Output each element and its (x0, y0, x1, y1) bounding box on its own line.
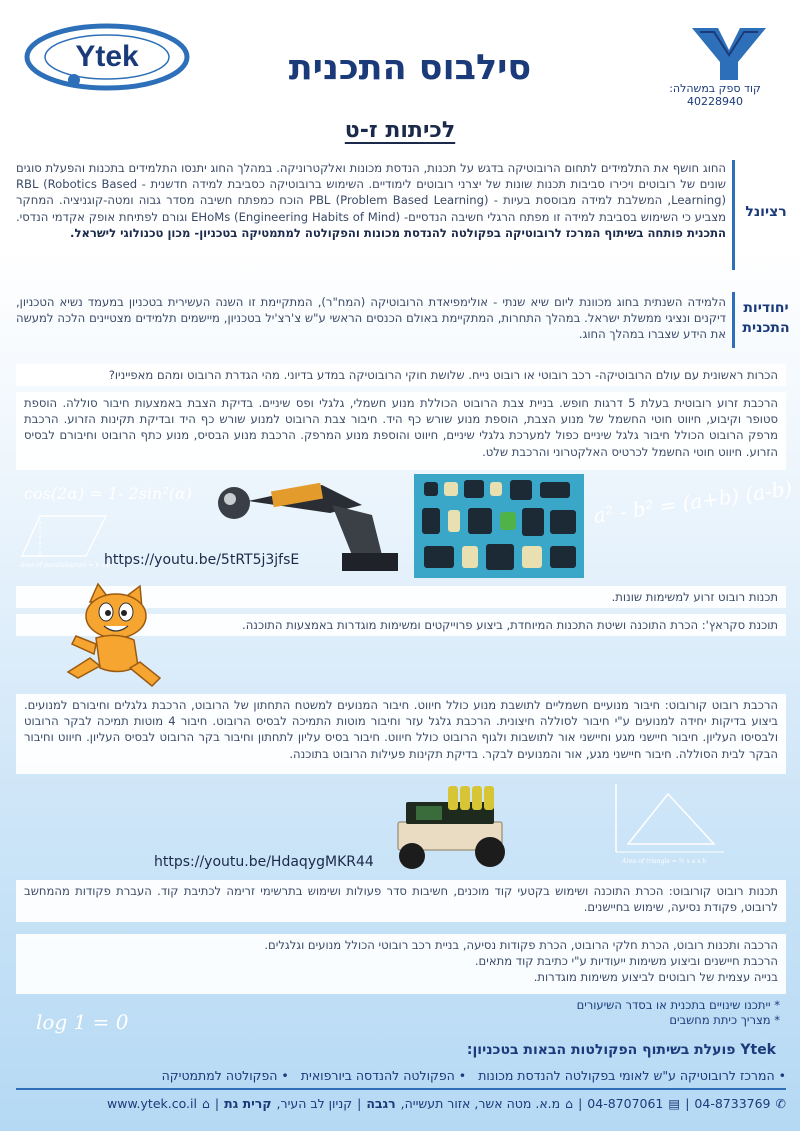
partner-item: • הפקולטה למתמטיקה (161, 1068, 289, 1083)
phone-number[interactable]: 04-8733769 (694, 1096, 771, 1111)
partners-title: Ytek פועלת בשיתוף הפקולטות הבאות בטכניון: (466, 1042, 776, 1058)
uniqueness-text: הלמידה השנתית בחוג מכוונת ליום שיא שנתי - אולימפיאדת הרובוטיקה (המח"ר), המתקיימת זו השנה העשירית בטכניון במעמד נשיא הטכניון, דיקנים ונציגי ממשלת ישראל. במהלך התחרות, המתקיימת באולם הכנסים הראשי ע"ש צ'רצ'יל בטכניון, מיישמים תלמידים מצטיינים הלכה למעשה את הידע שצברו במהלך החוג. (16, 295, 726, 342)
triangle-drawing (606, 784, 730, 860)
difference-of-squares-formula: a² - b² = (a+b) (a-b) (592, 476, 794, 528)
location-icon: ⌂ (565, 1096, 574, 1111)
page-title: סילבוס התכנית (288, 48, 532, 88)
rationale-label: רציונל (745, 204, 787, 220)
ytek-logo (24, 22, 190, 92)
contact-footer: ✆ 04-8733769 | ▤ 04-8707061 | ⌂ מ.א. מטה אשר, אזור תעשייה, רגבה | קניון לב העיר, קרית גת | ⌂ www.ytek.co.il (107, 1096, 786, 1111)
partner-item: • המרכז לרובוטיקה ע"ש לאומי בפקולטה להנדסת מכונות (478, 1068, 786, 1083)
korobot-video-link[interactable]: https://youtu.be/HdaqygMKR44 (154, 854, 374, 870)
fax-number: 04-8707061 (587, 1096, 664, 1111)
korobot-programming-text: תכנות רובוט קורובוט: הכרת התוכנה ושימוש בקטעי קוד מוכנים, חשיבות סדר פעולות ושימוש בתרשימי זרימה לכתיבת קוד. העברת פקודות מהמחשב לרובוט, פקודת נסיעה, שימוש בחיישנים. (24, 884, 778, 915)
arm-assembly-box (16, 392, 786, 470)
footer-divider (16, 1088, 786, 1090)
divider-line (732, 292, 735, 348)
supplier-code: קוד ספק במשהלה: 40228940 (669, 82, 761, 108)
summary-line: הרכבה ותכנות רובוט, הכרת חלקי הרובוט, הכרת פקודות נסיעה, בניית רכב רובוטי הכולל מנועים וגלגלים. (264, 938, 778, 952)
svg-text:Ytek: Ytek (75, 40, 139, 73)
branch-text: קניון לב העיר, (276, 1096, 353, 1111)
parallelogram-caption: Area of parallelogram = b x h (20, 562, 111, 569)
scratch-text: תוכנת סקראץ': הכרת התוכנה ושיטת התכנות המיוחדת, ביצוע פרוייקטים ומשימות מוגדרות באמצעות התוכנה. (242, 618, 778, 632)
korobot-programming-box (16, 880, 786, 922)
address-text: מ.א. מטה אשר, אזור תעשייה, (400, 1096, 561, 1111)
trig-formula: cos(2α) = 1- 2sin²(α) (24, 484, 193, 503)
home-icon: ⌂ (201, 1096, 210, 1111)
rationale-text: החוג חושף את התלמידים לתחום הרובוטיקה בדגש על תכנות, הנדסת מכונות ואלקטרוניקה. במהלך החוג יתנסו התלמידים בתכנות והפעלת סוגים שונים של רובוטים ויכירו סביבות תכנות שונות של יצרני רובוטים לימודיים. השימוש ברובוטיקה כסביבת למידה חדשנית - RBL (Robotics Based Learning), המשלבת למידה מבוססת בעיות - PBL (Problem Based Learning) הוכח כמפתח חשיבה מסדר גבוה ומטה-קוגניציה. המחקר מצביע כי השימוש בסביבת למידה זו מפתח הרגלי חשיבה הנדסיים- EHoMs (Engineering Habits of Mind) וגורם לפתיחת אופק אקדמי הנדסי. התכנית פותחה בשיתוף המרכז לרובוטיקה בפקולטה להנדסת מכונות והפקולטה למתמטיקה בטכניון- מכון טכנולוגי לישראל. (16, 161, 726, 240)
notes-list (480, 998, 780, 1028)
log-formula: log 1 = 0 (36, 1010, 129, 1034)
partners-list (16, 1068, 786, 1083)
korobot-assembly-box (16, 694, 786, 774)
uniqueness-label: יחודיות התכנית (742, 300, 790, 336)
korobot-image (386, 780, 512, 872)
address-city: רגבה (366, 1096, 396, 1111)
ytek-emblem-logo (688, 22, 770, 84)
intro-box (16, 364, 786, 386)
grades-subtitle: לכיתות ז-ט (344, 118, 456, 143)
note-item: * מצריך כיתת מחשבים (669, 1013, 780, 1027)
website-link[interactable]: www.ytek.co.il (107, 1096, 197, 1111)
fax-icon: ▤ (668, 1096, 681, 1111)
summary-line: בנייה עצמית של רובוטים לביצוע משימות מוגדרות. (533, 970, 778, 985)
arm-video-link[interactable]: https://youtu.be/5tRT5j3jfsE (104, 552, 300, 568)
parallelogram-drawing (20, 508, 110, 568)
arm-assembly-text: הרכבת זרוע רובוטית בעלת 5 דרגות חופש. בניית צבת הרובוט הכוללת מנוע חשמלי, גלגלי ופס שיניים. בדיקת הצבת באמצעות חיבור סוללה. הוספת סטופר וקיבוע, חיווט חוטי החשמל של מנוע הצבת, הוספת מנוע שורש כף היד. חיבור צבת הרובוט למנוע שורש כף היד ובדיקת תקינות הזרוע. הרכבת מרפק הרובוט הכולל חיבור גלגל שיניים כפול למערכת גלגלי שיניים, חיווט והוספת מנוע המרפק. הרכבת מנוע הבסיס, מנוע כתף הרובוט וחיבורם לבסיס הזרוע. חיווט חוטי החשמל לכרטיס האלקטרוני והרכבת שלט. (24, 396, 778, 459)
summary-line: הרכבת חיישנים וביצוע משימות ייעודיות ע"י כתיבת קוד מתאים. (474, 954, 778, 969)
partner-item: • הפקולטה להנדסה ביורפואית (300, 1068, 467, 1083)
intro-text: הכרות ראשונית עם עולם הרובוטיקה- רכב רובוטי או רובוט נייח. שלושת חוקי הרובוטיקה במדע בדיוני. מהי הגדרת הרובוט ומהם מאפייניו? (108, 368, 778, 382)
korobot-assembly-text: הרכבת רובוט קורובוט: חיבור מנועיים חשמליים לתושבת מנוע כולל חיווט. חיבור המנועים למשטח התחתון של הרובוט, הרכבת גלגלים וחיבורם למנועים. ביצוע בדיקות יחידה למנועים ע"י חיבור לסוללה חיצונית. הרכבת גלגל עזר וחיבור מוטות התמיכה לבסיס הרובוט. חיבור 4 מוטות תמיכה לבקר הרובוט ולבסיסו העליון. חיבור חיישני מגע וחיישני אור לתושבות ולגוף הרובוט כולל חיווט. חיבור בסיס עליון לתחתון וחיבור בקר הרובוט לבסיס העליון. חיווט וחיבור הבקר לבית הסוללה. חיבור חיישני מגע, אור והמנועים לבקר. בדיקת תקינות פעילות הרובוט בתוכנה. (24, 698, 778, 761)
note-item: * ייתכנו שינויים בתכנית או בסדר השיעורים (576, 998, 780, 1012)
divider-line (732, 160, 735, 270)
final-summary-box (16, 934, 786, 994)
arm-programming-text: תכנות רובוט זרוע למשימות שונות. (611, 590, 778, 604)
triangle-caption: Area of triangle = ½ x a x b (622, 858, 707, 865)
branch-city: קרית גת (224, 1096, 272, 1111)
scratch-cat-image (60, 582, 170, 694)
phone-icon: ✆ (775, 1096, 786, 1111)
robot-parts-image (414, 474, 584, 578)
